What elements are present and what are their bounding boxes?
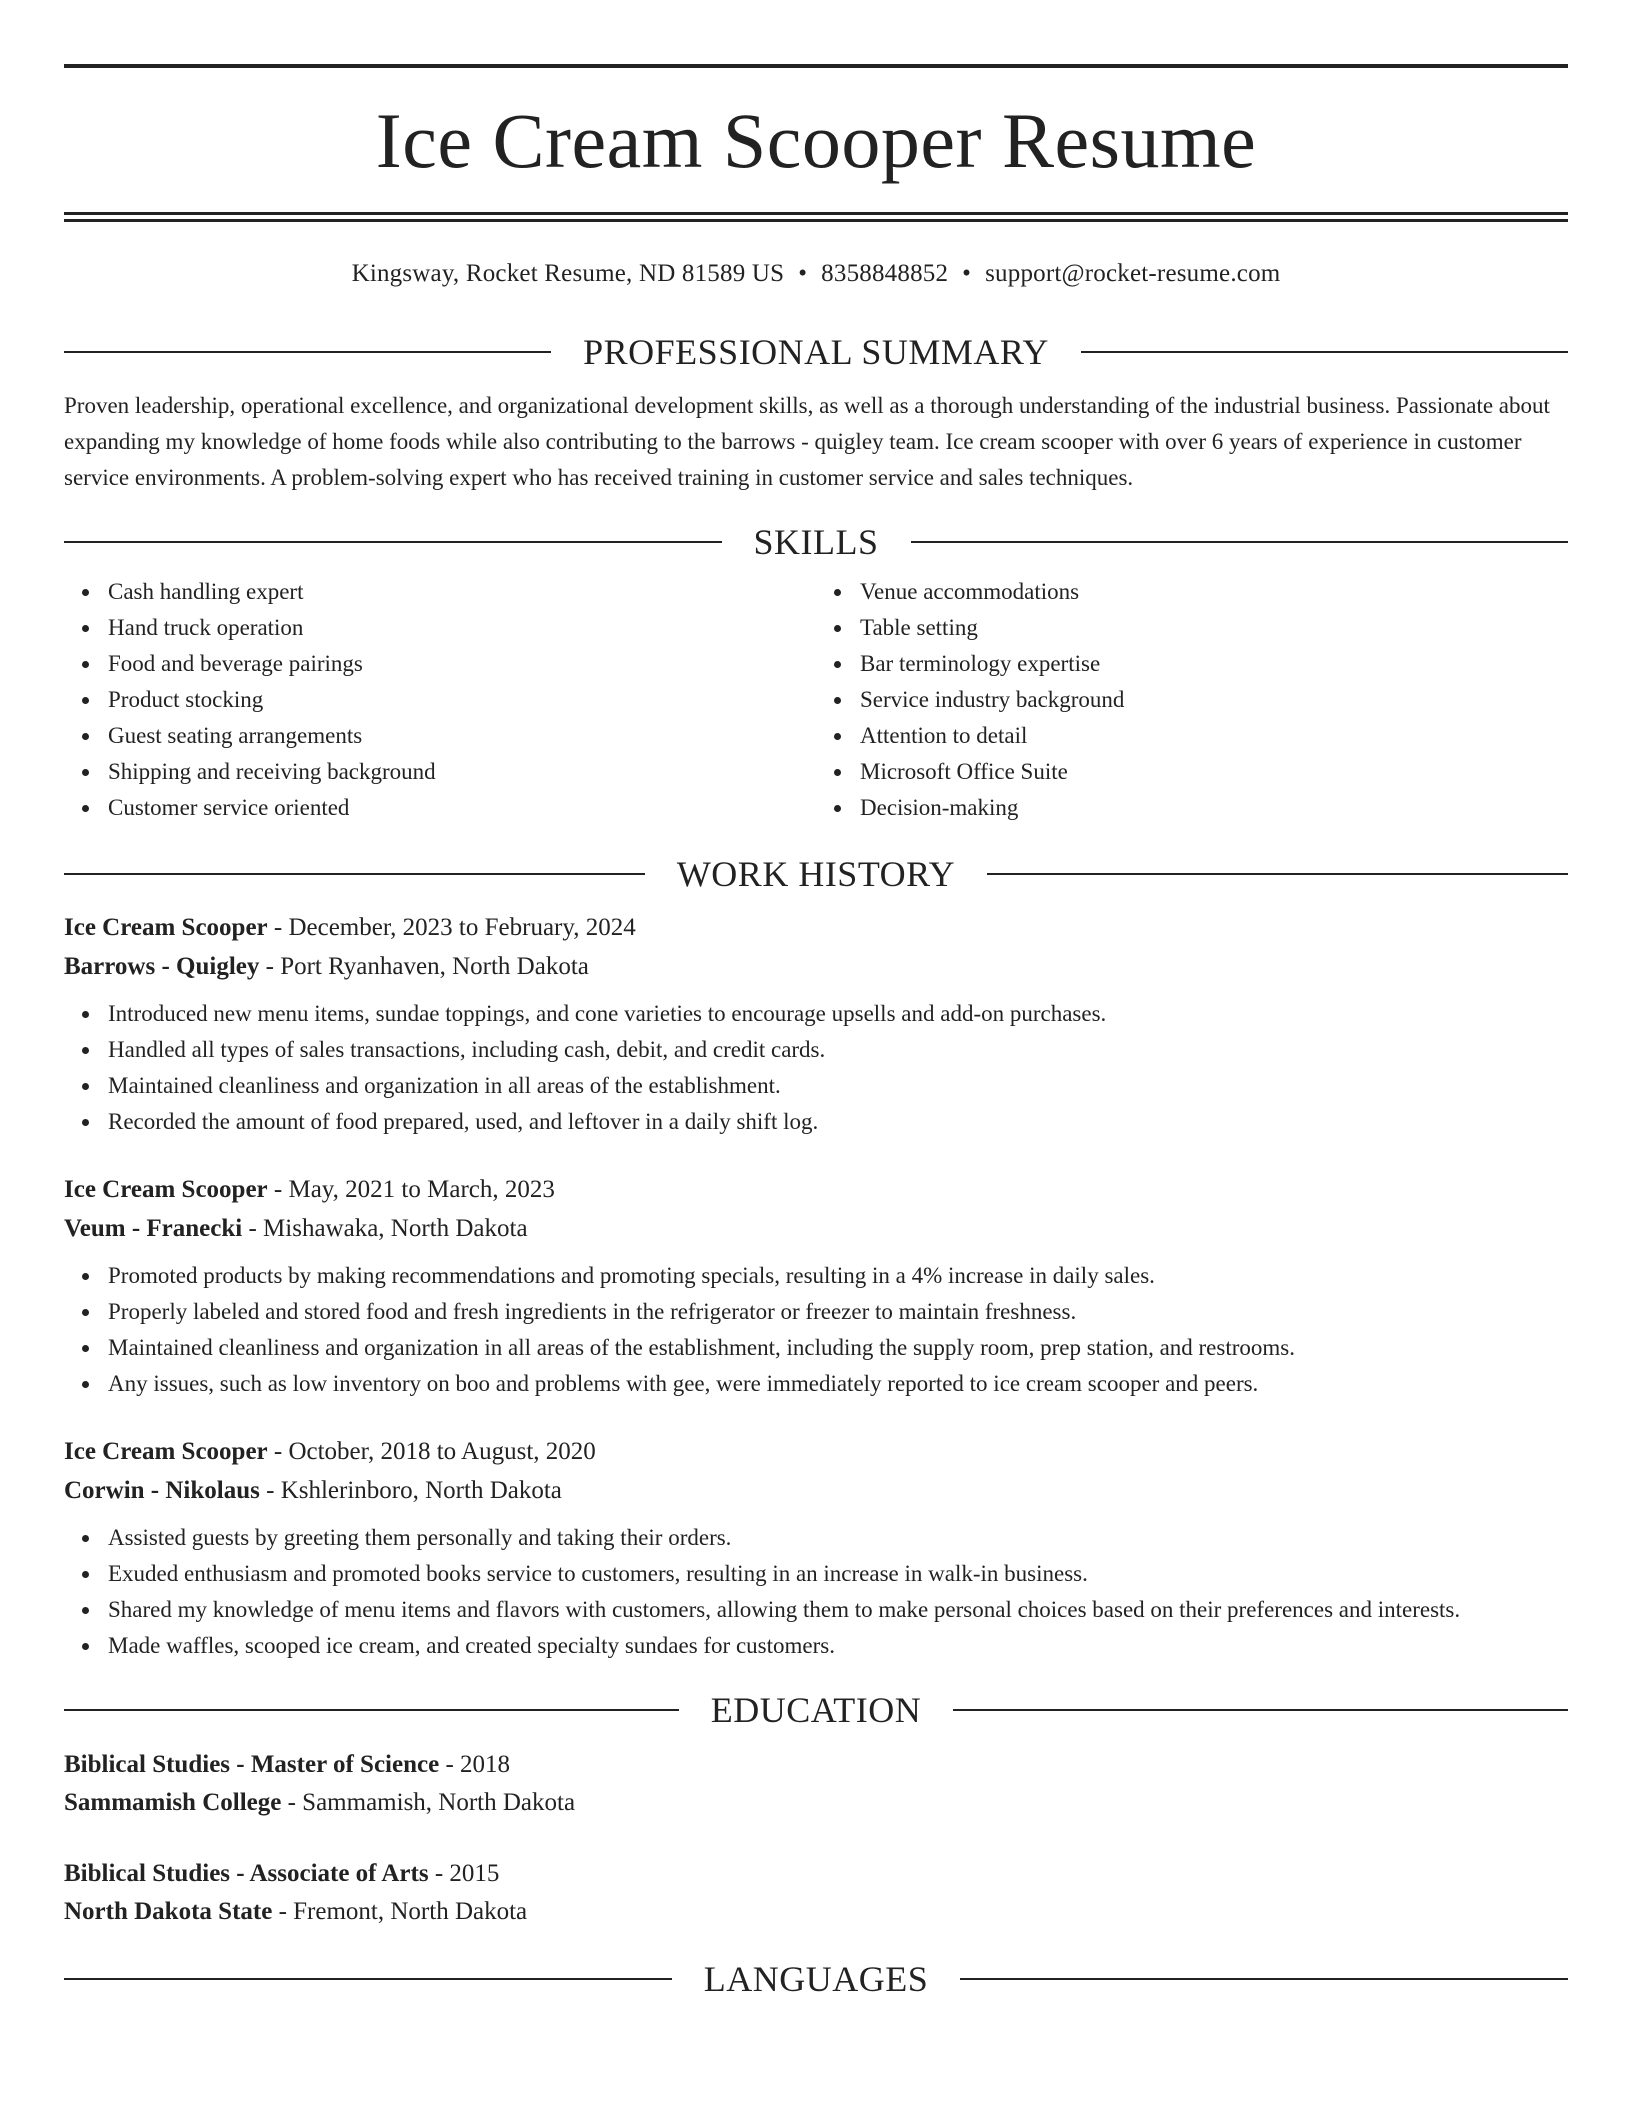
education-entry [64,1746,1568,1822]
education-degree: Biblical Studies - Master of Science [64,1751,440,1778]
skill-item: Service industry background [860,682,1568,718]
education-degree: Biblical Studies - Associate of Arts [64,1860,429,1887]
education-degree-line [64,1855,1568,1893]
section-rule [64,873,645,875]
job-company: Barrows - Quigley [64,953,260,980]
skill-item: Food and beverage pairings [108,646,816,682]
contact-line [64,260,1568,288]
section-header-languages [64,1961,1568,1997]
job-bullet: Shared my knowledge of menu items and flavors with customers, allowing them to make personal choices based on their preferences and interests. [108,1592,1568,1628]
job-title: Ice Cream Scooper [64,914,268,941]
education-school-line [64,1893,1568,1931]
contact-email: support@rocket-resume.com [985,260,1281,287]
job-location: - Kshlerinboro, North Dakota [259,1477,562,1504]
skill-item: Decision-making [860,790,1568,826]
section-rule [953,1709,1568,1711]
page-title: Ice Cream Scooper Resume [375,97,1257,184]
job-entry [64,1432,1568,1664]
education-year: - 2018 [439,1751,511,1778]
job-bullet: Made waffles, scooped ice cream, and created specialty sundaes for customers. [108,1628,1568,1664]
resume-page [64,64,1568,1997]
education-year: - 2015 [428,1860,500,1887]
section-header-summary [64,334,1568,370]
job-bullet: Handled all types of sales transactions, including cash, debit, and credit cards. [108,1032,1568,1068]
job-bullet: Any issues, such as low inventory on boo and problems with gee, were immediately reported to ice cream scooper and peers. [108,1366,1568,1402]
section-rule [1081,351,1568,353]
job-bullet: Exuded enthusiasm and promoted books service to customers, resulting in an increase in walk-in business. [108,1556,1568,1592]
job-title-line [64,1432,1568,1471]
section-rule [64,541,722,543]
job-bullets [64,996,1568,1140]
job-bullet: Introduced new menu items, sundae toppings, and cone varieties to encourage upsells and add-on purchases. [108,996,1568,1032]
skills-grid [64,574,1568,826]
job-title-line [64,1170,1568,1209]
section-rule [987,873,1568,875]
contact-separator: • [962,260,972,287]
section-rule [64,351,551,353]
job-bullet: Assisted guests by greeting them personally and taking their orders. [108,1520,1568,1556]
job-bullet: Maintained cleanliness and organization in all areas of the establishment, including the supply room, prep station, and restrooms. [108,1330,1568,1366]
job-bullets [64,1258,1568,1402]
skills-column-right [816,574,1568,826]
job-company-line [64,1209,1568,1248]
section-title: EDUCATION [710,1690,922,1730]
title-double-rule [64,212,1568,222]
job-title-line [64,908,1568,947]
skill-item: Venue accommodations [860,574,1568,610]
skill-item: Microsoft Office Suite [860,754,1568,790]
job-company-line [64,947,1568,986]
section-title: SKILLS [753,522,879,562]
job-dates: - October, 2018 to August, 2020 [267,1438,596,1465]
education-location: - Fremont, North Dakota [272,1898,528,1925]
education-entry [64,1855,1568,1931]
section-rule [960,1978,1568,1980]
skill-item: Table setting [860,610,1568,646]
section-rule [64,1978,672,1980]
section-title: LANGUAGES [703,1959,929,1999]
section-header-education [64,1692,1568,1728]
education-degree-line [64,1746,1568,1784]
job-location: - Port Ryanhaven, North Dakota [259,953,589,980]
section-title: WORK HISTORY [676,854,956,894]
job-location: - Mishawaka, North Dakota [242,1215,528,1242]
skill-item: Cash handling expert [108,574,816,610]
job-bullets [64,1520,1568,1664]
job-company: Veum - Franecki [64,1215,243,1242]
job-bullet: Maintained cleanliness and organization in all areas of the establishment. [108,1068,1568,1104]
skill-item: Customer service oriented [108,790,816,826]
education-school-line [64,1784,1568,1822]
section-header-skills [64,524,1568,560]
job-bullet: Properly labeled and stored food and fresh ingredients in the refrigerator or freezer to maintain freshness. [108,1294,1568,1330]
education-school: Sammamish College [64,1789,282,1816]
job-entry [64,1170,1568,1402]
job-company-line [64,1471,1568,1510]
skill-item: Guest seating arrangements [108,718,816,754]
skill-item: Attention to detail [860,718,1568,754]
job-dates: - December, 2023 to February, 2024 [267,914,636,941]
skills-column-left [64,574,816,826]
skill-item: Hand truck operation [108,610,816,646]
job-bullet: Recorded the amount of food prepared, used, and leftover in a daily shift log. [108,1104,1568,1140]
job-dates: - May, 2021 to March, 2023 [267,1176,555,1203]
skill-item: Shipping and receiving background [108,754,816,790]
section-title: PROFESSIONAL SUMMARY [583,332,1049,372]
section-header-work [64,856,1568,892]
summary-text: Proven leadership, operational excellence, and organizational development skills, as well as a thorough understanding of the industrial business. Passionate about expanding my knowledge of home foods while also contributing to the barrows - quigley team. Ice cream scooper with over 6 years of experience in customer service environments. A problem-solving expert who has received training in customer service and sales techniques. [64,393,1550,490]
job-title: Ice Cream Scooper [64,1176,268,1203]
job-company: Corwin - Nikolaus [64,1477,260,1504]
contact-separator: • [798,260,808,287]
section-rule [64,1709,679,1711]
job-entry [64,908,1568,1140]
skill-item: Product stocking [108,682,816,718]
contact-address: Kingsway, Rocket Resume, ND 81589 US [351,260,785,287]
job-bullet: Promoted products by making recommendations and promoting specials, resulting in a 4% increase in daily sales. [108,1258,1568,1294]
contact-phone: 8358848852 [821,260,949,287]
skill-item: Bar terminology expertise [860,646,1568,682]
education-location: - Sammamish, North Dakota [281,1789,576,1816]
education-school: North Dakota State [64,1898,273,1925]
section-rule [911,541,1569,543]
job-title: Ice Cream Scooper [64,1438,268,1465]
top-rule [64,64,1568,68]
